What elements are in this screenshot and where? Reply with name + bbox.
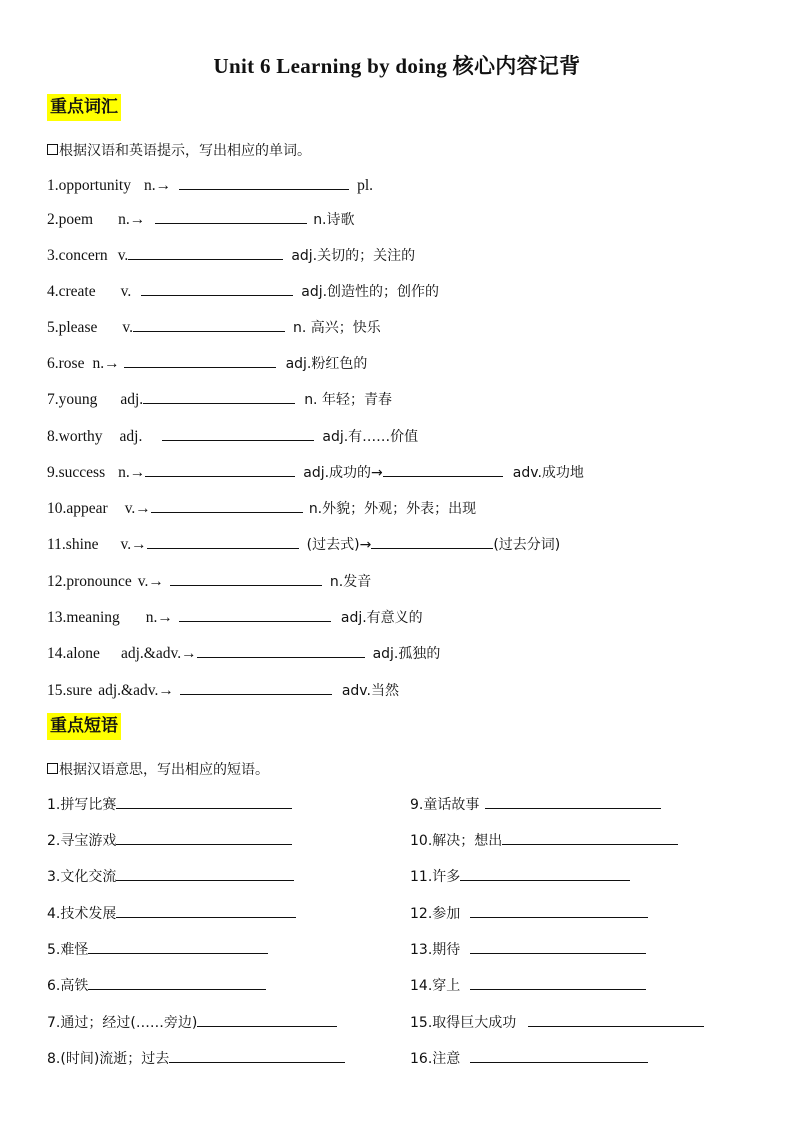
answer-blank[interactable] [470,939,646,954]
vocab-pos: adj.&adv.→ [120,645,197,662]
answer-blank[interactable] [88,975,266,990]
answer-blank[interactable] [128,245,283,260]
vocab-hint-2: adv.成功地 [512,465,584,481]
answer-blank[interactable] [169,1048,345,1063]
vocab-word: 15.sure [47,682,93,699]
vocab-hint: n. 年轻；青春 [304,392,392,408]
phrase-prompt: 16.注意 [410,1051,461,1067]
answer-blank[interactable] [88,939,268,954]
answer-blank[interactable] [133,317,285,332]
vocab-item-4 [47,281,439,302]
answer-blank[interactable] [180,680,332,695]
vocab-word: 9.success [47,464,106,481]
answer-blank[interactable] [170,571,322,586]
phrase-prompt: 5.难怪 [47,942,89,958]
phrase-item [410,1048,648,1069]
phrase-item [47,794,292,815]
vocab-item-9 [47,462,584,483]
vocab-pos: v.→ [120,536,147,553]
answer-blank[interactable] [179,607,331,622]
answer-blank[interactable] [145,462,295,477]
vocab-pos: v. [120,283,132,300]
phrase-item [410,939,646,960]
answer-blank[interactable] [155,209,307,224]
phrases-instruction [47,759,269,779]
phrases-instruction-text: 根据汉语意思，写出相应的短语。 [59,762,269,778]
vocab-pos: adj.&adv.→ [98,682,174,699]
vocab-hint: n. 高兴；快乐 [292,320,381,336]
checkbox-icon [47,144,58,155]
answer-blank[interactable] [116,903,296,918]
answer-blank[interactable] [116,830,292,845]
phrase-prompt: 11.许多 [410,869,461,885]
vocab-word: 1.opportunity [47,177,131,194]
vocab-item-15 [47,680,399,701]
answer-blank[interactable] [528,1012,704,1027]
vocab-word: 12.pronounce [47,573,132,590]
answer-blank[interactable] [197,643,365,658]
phrase-prompt: 4.技术发展 [47,906,117,922]
answer-blank[interactable] [470,1048,648,1063]
vocab-pos: adj. [120,391,144,408]
checkbox-icon [47,763,58,774]
vocab-pos: v. [122,319,133,336]
phrase-prompt: 8.(时间)流逝；过去 [47,1051,170,1067]
phrase-item [410,794,661,815]
vocab-item-3 [47,245,415,266]
phrase-item [47,1012,337,1033]
vocab-word: 3.concern [47,247,108,264]
vocab-item-12 [47,571,371,592]
vocab-hint: adj.成功的→ [303,465,383,481]
vocab-hint: adj.有……价值 [322,429,419,445]
vocab-hint: n.外貌；外观；外表；出现 [308,501,477,517]
vocab-hint: n.发音 [329,574,372,590]
vocab-word: 14.alone [47,645,100,662]
vocab-item-10 [47,498,476,519]
answer-blank[interactable] [470,975,646,990]
phrase-prompt: 6.高铁 [47,978,89,994]
vocab-heading: 重点词汇 [47,94,121,121]
phrase-prompt: 12.参加 [410,906,461,922]
vocab-item-14 [47,643,440,664]
phrase-prompt: 7.通过；经过(……旁边) [47,1015,198,1031]
phrase-prompt: 1.拼写比赛 [47,797,117,813]
vocab-item-2 [47,209,355,230]
vocab-instruction-text: 根据汉语和英语提示，写出相应的单词。 [59,143,311,159]
vocab-word: 13.meaning [47,609,120,626]
answer-blank[interactable] [151,498,303,513]
phrases-heading: 重点短语 [47,713,121,740]
vocab-word: 2.poem [47,211,94,228]
vocab-pos: n.→ [145,609,173,626]
vocab-hint: n.诗歌 [313,212,355,228]
page-title: Unit 6 Learning by doing 核心内容记背 [213,54,581,78]
answer-blank[interactable] [502,830,678,845]
vocab-hint: (过去式)→ [306,537,372,553]
phrase-item [410,903,648,924]
vocab-pos: v.→ [124,500,151,517]
answer-blank[interactable] [179,175,349,190]
answer-blank[interactable] [197,1012,337,1027]
phrase-item [410,975,646,996]
phrase-item [47,975,266,996]
answer-blank[interactable] [460,866,630,881]
vocab-hint: adv.当然 [341,683,399,699]
phrase-item [47,939,268,960]
vocab-item-13 [47,607,423,628]
vocab-hint: adj.孤独的 [372,646,441,662]
vocab-pos: n.→ [92,355,120,372]
phrase-prompt: 10.解决；想出 [410,833,503,849]
vocab-hint: pl. [357,177,374,194]
phrase-item [410,1012,704,1033]
vocab-item-8 [47,426,418,447]
answer-blank[interactable] [383,462,503,477]
phrase-prompt: 3.文化交流 [47,869,117,885]
vocab-item-6 [47,353,367,374]
vocab-pos: n.→ [143,177,172,194]
vocab-instruction [47,140,311,160]
answer-blank[interactable] [470,903,648,918]
answer-blank[interactable] [116,866,294,881]
vocab-hint: adj.有意义的 [340,610,423,626]
answer-blank[interactable] [141,281,293,296]
vocab-word: 10.appear [47,500,108,517]
vocab-word: 4.create [47,283,96,300]
answer-blank[interactable] [485,794,661,809]
vocab-word: 11.shine [47,536,99,553]
vocab-pos: n.→ [118,211,146,228]
vocab-hint: adj.创造性的；创作的 [301,284,440,300]
vocab-word: 5.please [47,319,98,336]
phrase-prompt: 13.期待 [410,942,461,958]
vocab-item-1 [47,175,373,196]
phrase-prompt: 9.童话故事 [410,797,480,813]
vocab-pos: adj. [119,428,143,445]
answer-blank[interactable] [116,794,292,809]
vocab-word: 8.worthy [47,428,103,445]
vocab-pos: n.→ [118,464,146,481]
phrase-item [47,866,294,887]
vocab-pos: v.→ [137,573,164,590]
vocab-word: 7.young [47,391,98,408]
phrase-item [47,1048,345,1069]
vocab-item-11 [47,534,560,555]
phrase-item [410,830,678,851]
vocab-item-7 [47,389,392,410]
answer-blank[interactable] [371,534,493,549]
vocab-pos: v. [117,247,129,264]
vocab-item-5 [47,317,381,338]
phrase-item [410,866,630,887]
phrase-item [47,830,292,851]
phrase-prompt: 2.寻宝游戏 [47,833,117,849]
vocab-hint: adj.关切的；关注的 [291,248,416,264]
answer-blank[interactable] [143,389,295,404]
vocab-hint-2: (过去分词) [493,537,561,553]
phrase-item [47,903,296,924]
phrase-prompt: 14.穿上 [410,978,461,994]
vocab-word: 6.rose [47,355,85,372]
answer-blank[interactable] [124,353,276,368]
phrase-prompt: 15.取得巨大成功 [410,1015,517,1031]
answer-blank[interactable] [162,426,314,441]
vocab-hint: adj.粉红色的 [285,356,368,372]
answer-blank[interactable] [147,534,299,549]
